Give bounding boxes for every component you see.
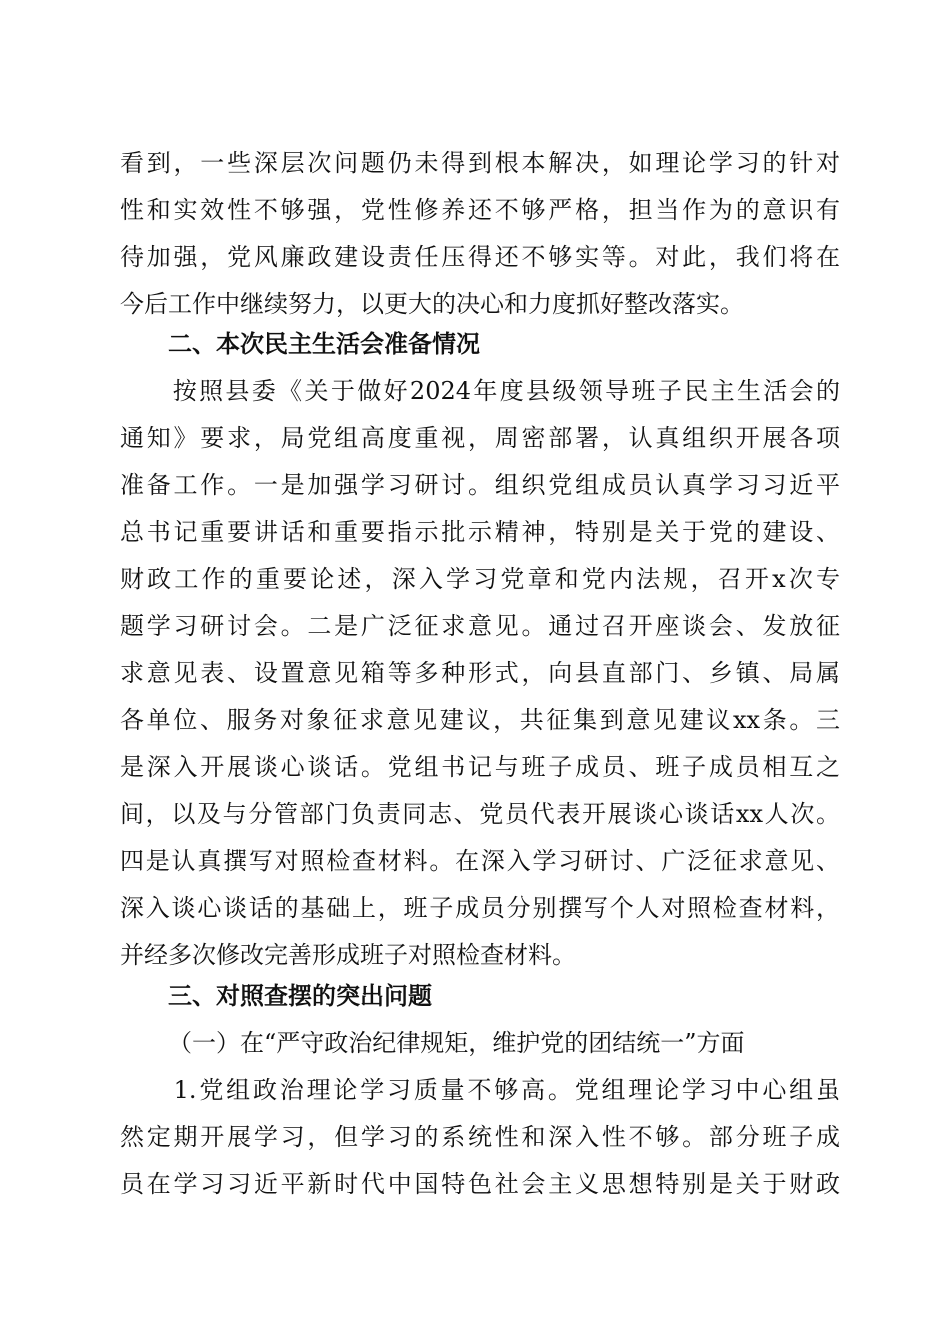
subsection1-heading: （一）在“严守政治纪律规矩，维护党的团结统一”方面 bbox=[168, 1029, 745, 1057]
section2-line-9: 是深入开展谈心谈话。党组书记与班子成员、班子成员相互之 bbox=[120, 753, 840, 781]
section2-line-6: 题学习研讨会。二是广泛征求意见。通过召开座谈会、发放征 bbox=[120, 612, 840, 640]
section3-heading: 三、对照查摆的突出问题 bbox=[168, 982, 432, 1010]
section2-line-10: 间，以及与分管部门负责同志、党员代表开展谈心谈话xx人次。 bbox=[120, 800, 840, 828]
intro-line-2: 性和实效性不够强，党性修养还不够严格，担当作为的意识有 bbox=[120, 196, 840, 224]
section2-heading: 二、本次民主生活会准备情况 bbox=[168, 330, 480, 358]
section2-line-7: 求意见表、设置意见箱等多种形式，向县直部门、乡镇、局属 bbox=[120, 659, 840, 687]
item1-line-2: 然定期开展学习，但学习的系统性和深入性不够。部分班子成 bbox=[120, 1123, 840, 1151]
section2-line-12: 深入谈心谈话的基础上，班子成员分别撰写个人对照检查材料， bbox=[120, 894, 840, 922]
intro-line-1: 看到，一些深层次问题仍未得到根本解决，如理论学习的针对 bbox=[120, 149, 840, 177]
intro-line-3: 待加强，党风廉政建设责任压得还不够实等。对此，我们将在 bbox=[120, 243, 840, 271]
item1-line-3: 员在学习习近平新时代中国特色社会主义思想特别是关于财政 bbox=[120, 1170, 840, 1198]
section2-line-1: 按照县委《关于做好2024年度县级领导班子民主生活会的 bbox=[120, 377, 840, 405]
intro-line-4: 今后工作中继续努力，以更大的决心和力度抓好整改落实。 bbox=[120, 290, 744, 318]
section2-line-8: 各单位、服务对象征求意见建议，共征集到意见建议xx条。三 bbox=[120, 706, 840, 734]
section2-line-11: 四是认真撰写对照检查材料。在深入学习研讨、广泛征求意见、 bbox=[120, 847, 840, 875]
section2-line-13: 并经多次修改完善形成班子对照检查材料。 bbox=[120, 941, 576, 969]
section2-line-4: 总书记重要讲话和重要指示批示精神，特别是关于党的建设、 bbox=[120, 518, 840, 546]
section2-line-3: 准备工作。一是加强学习研讨。组织党组成员认真学习习近平 bbox=[120, 471, 840, 499]
section2-line-5: 财政工作的重要论述，深入学习党章和党内法规，召开x次专 bbox=[120, 565, 840, 593]
section2-line-2: 通知》要求，局党组高度重视，周密部署，认真组织开展各项 bbox=[120, 424, 840, 452]
item1-line-1: 1.党组政治理论学习质量不够高。党组理论学习中心组虽 bbox=[120, 1076, 840, 1104]
